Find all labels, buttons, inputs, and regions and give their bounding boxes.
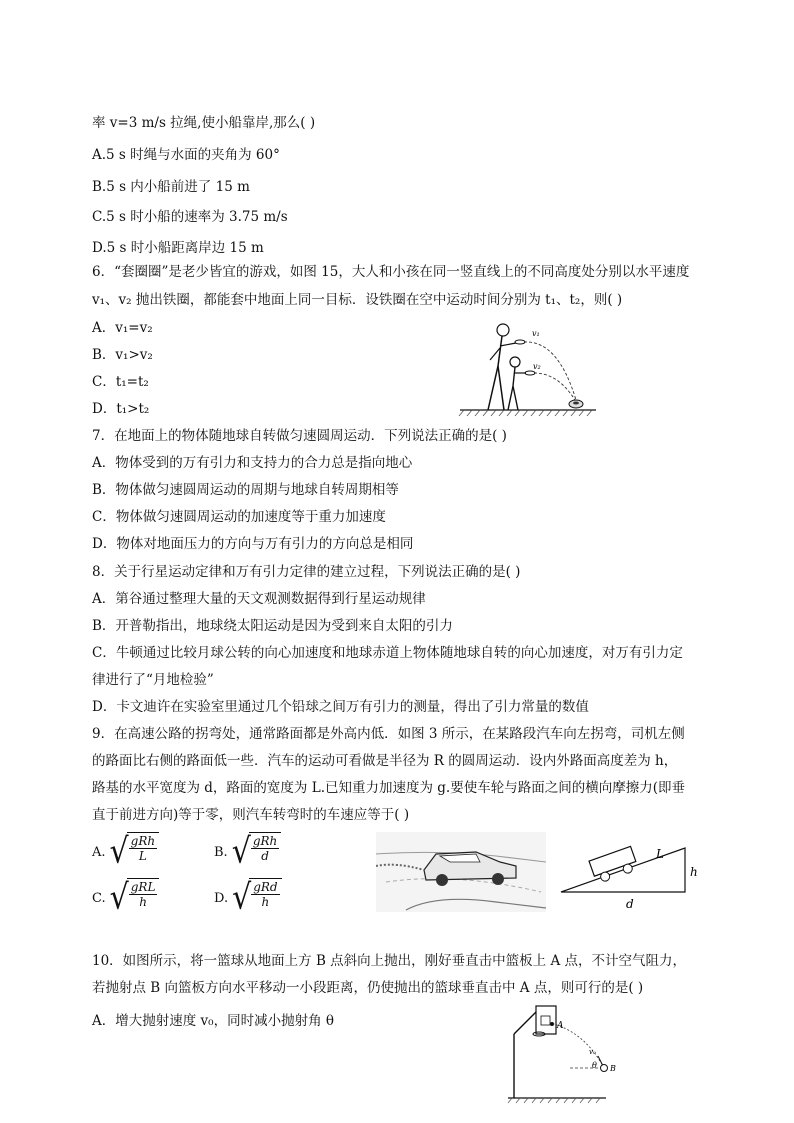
- fig-label-v1: v₁: [532, 329, 540, 338]
- q10-stem-line1: 10．如图所示，将一篮球从地面上方 B 点斜向上抛出，刚好垂直击中篮板上 A 点，不计空气阻力，: [92, 953, 687, 969]
- q10-stem-line2: 若抛射点 B 向篮板方向水平移动一小段距离，仍使抛出的篮球垂直击中 A 点，则可行的是( ): [92, 980, 644, 996]
- fig-label-L: L: [656, 847, 664, 861]
- q5-option-c: C.5 s 时小船的速率为 3.75 m/s: [92, 209, 288, 225]
- fig-label-v2: v₂: [533, 362, 541, 371]
- q9-option-b-label: B.: [214, 844, 228, 860]
- q9-a-denominator: L: [138, 849, 147, 863]
- q9-option-a-label: A.: [92, 844, 106, 860]
- q7-option-d: D．物体对地面压力的方向与万有引力的方向总是相同: [92, 536, 414, 552]
- q9-option-b: B. √ $\frac{\text{gRh}}{d}$: [214, 832, 281, 872]
- fig-label-v0: v₀: [589, 1048, 596, 1056]
- fig-label-h: h: [690, 865, 698, 879]
- ring-toss-figure: [458, 318, 598, 418]
- q8-option-c-line1: C．牛顿通过比较月球公转的向心加速度和地球赤道上物体随地球自转的向心加速度，对万有引力定: [92, 645, 683, 661]
- q10-option-a: A．增大抛射速度 v₀，同时减小抛射角 θ: [92, 1013, 334, 1029]
- q9-b-numerator: gRh: [252, 834, 278, 848]
- q9-option-c: C. √ $\frac{\text{gRL}}{h}$: [92, 878, 159, 918]
- q9-stem-line2: 的路面比右侧的路面低一些．汽车的运动可看做是半径为 R 的圆周运动．设内外路面高度差为 h，: [92, 753, 678, 769]
- q9-option-d-label: D.: [214, 890, 229, 906]
- q9-stem-line4: 直于前进方向)等于零，则汽车转弯时的车速应等于( ): [92, 807, 410, 823]
- q9-option-a: A. √ $\frac{\text{gRh}}{L}$: [92, 832, 159, 872]
- q6-option-b: B．v₁>v₂: [92, 347, 153, 363]
- q5-option-d: D.5 s 时小船距离岸边 15 m: [92, 240, 264, 256]
- q6-option-a: A．v₁=v₂: [92, 320, 153, 336]
- q9-c-denominator: h: [139, 895, 147, 909]
- q9-c-numerator: gRL: [130, 880, 156, 894]
- q5-option-a: A.5 s 时绳与水面的夹角为 60°: [92, 147, 280, 163]
- incline-figure: [558, 838, 708, 910]
- q8-option-c-line2: 律进行了“月地检验”: [92, 672, 214, 688]
- q9-option-c-label: C.: [92, 890, 106, 906]
- q6-option-d: D．t₁>t₂: [92, 401, 150, 417]
- q7-stem: 7．在地面上的物体随地球自转做匀速圆周运动．下列说法正确的是( ): [92, 428, 507, 444]
- q9-option-d: D. √ $\frac{\text{gRd}}{h}$: [214, 878, 282, 918]
- q9-stem-line1: 9．在高速公路的拐弯处，通常路面都是外高内低．如图 3 所示，在某路段汽车向左拐弯，司机左侧: [92, 726, 685, 742]
- q5-option-b: B.5 s 内小船前进了 15 m: [92, 179, 250, 195]
- car-turning-photo: [376, 832, 546, 912]
- q6-stem-line1: 6．“套圈圈”是老少皆宜的游戏，如图 15，大人和小孩在同一竖直线上的不同高度处分别以水平速度: [92, 264, 690, 280]
- basketball-figure: [506, 1004, 626, 1104]
- q9-a-numerator: gRh: [130, 834, 156, 848]
- q8-option-b: B．开普勒指出，地球绕太阳运动是因为受到来自太阳的引力: [92, 618, 453, 634]
- q6-option-c: C．t₁=t₂: [92, 374, 149, 390]
- q7-option-c: C．物体做匀速圆周运动的加速度等于重力加速度: [92, 509, 386, 525]
- fig-label-B: B: [610, 1064, 616, 1073]
- fig-label-d: d: [626, 897, 634, 910]
- fig-label-theta: θ: [592, 1061, 597, 1070]
- q9-b-denominator: d: [261, 849, 269, 863]
- q8-stem: 8．关于行星运动定律和万有引力定律的建立过程，下列说法正确的是( ): [92, 564, 521, 580]
- q9-stem-line3: 路基的水平宽度为 d，路面的宽度为 L.已知重力加速度为 g.要使车轮与路面之间的横向摩擦力(即垂: [92, 780, 685, 796]
- q9-d-numerator: gRd: [253, 880, 278, 894]
- q8-option-a: A．第谷通过整理大量的天文观测数据得到行星运动规律: [92, 591, 426, 607]
- q8-option-d: D．卡文迪许在实验室里通过几个铅球之间万有引力的测量，得出了引力常量的数值: [92, 699, 589, 715]
- q7-option-b: B．物体做匀速圆周运动的周期与地球自转周期相等: [92, 482, 399, 498]
- fig-label-A: A: [557, 1021, 564, 1031]
- q5-stem-tail: 率 v=3 m/s 拉绳,使小船靠岸,那么( ): [92, 115, 316, 131]
- q6-stem-line2: v₁、v₂ 抛出铁圈，都能套中地面上同一目标．设铁圈在空中运动时间分别为 t₁、t₂，则( ): [92, 292, 623, 308]
- q9-d-denominator: h: [261, 895, 270, 909]
- q7-option-a: A．物体受到的万有引力和支持力的合力总是指向地心: [92, 455, 413, 471]
